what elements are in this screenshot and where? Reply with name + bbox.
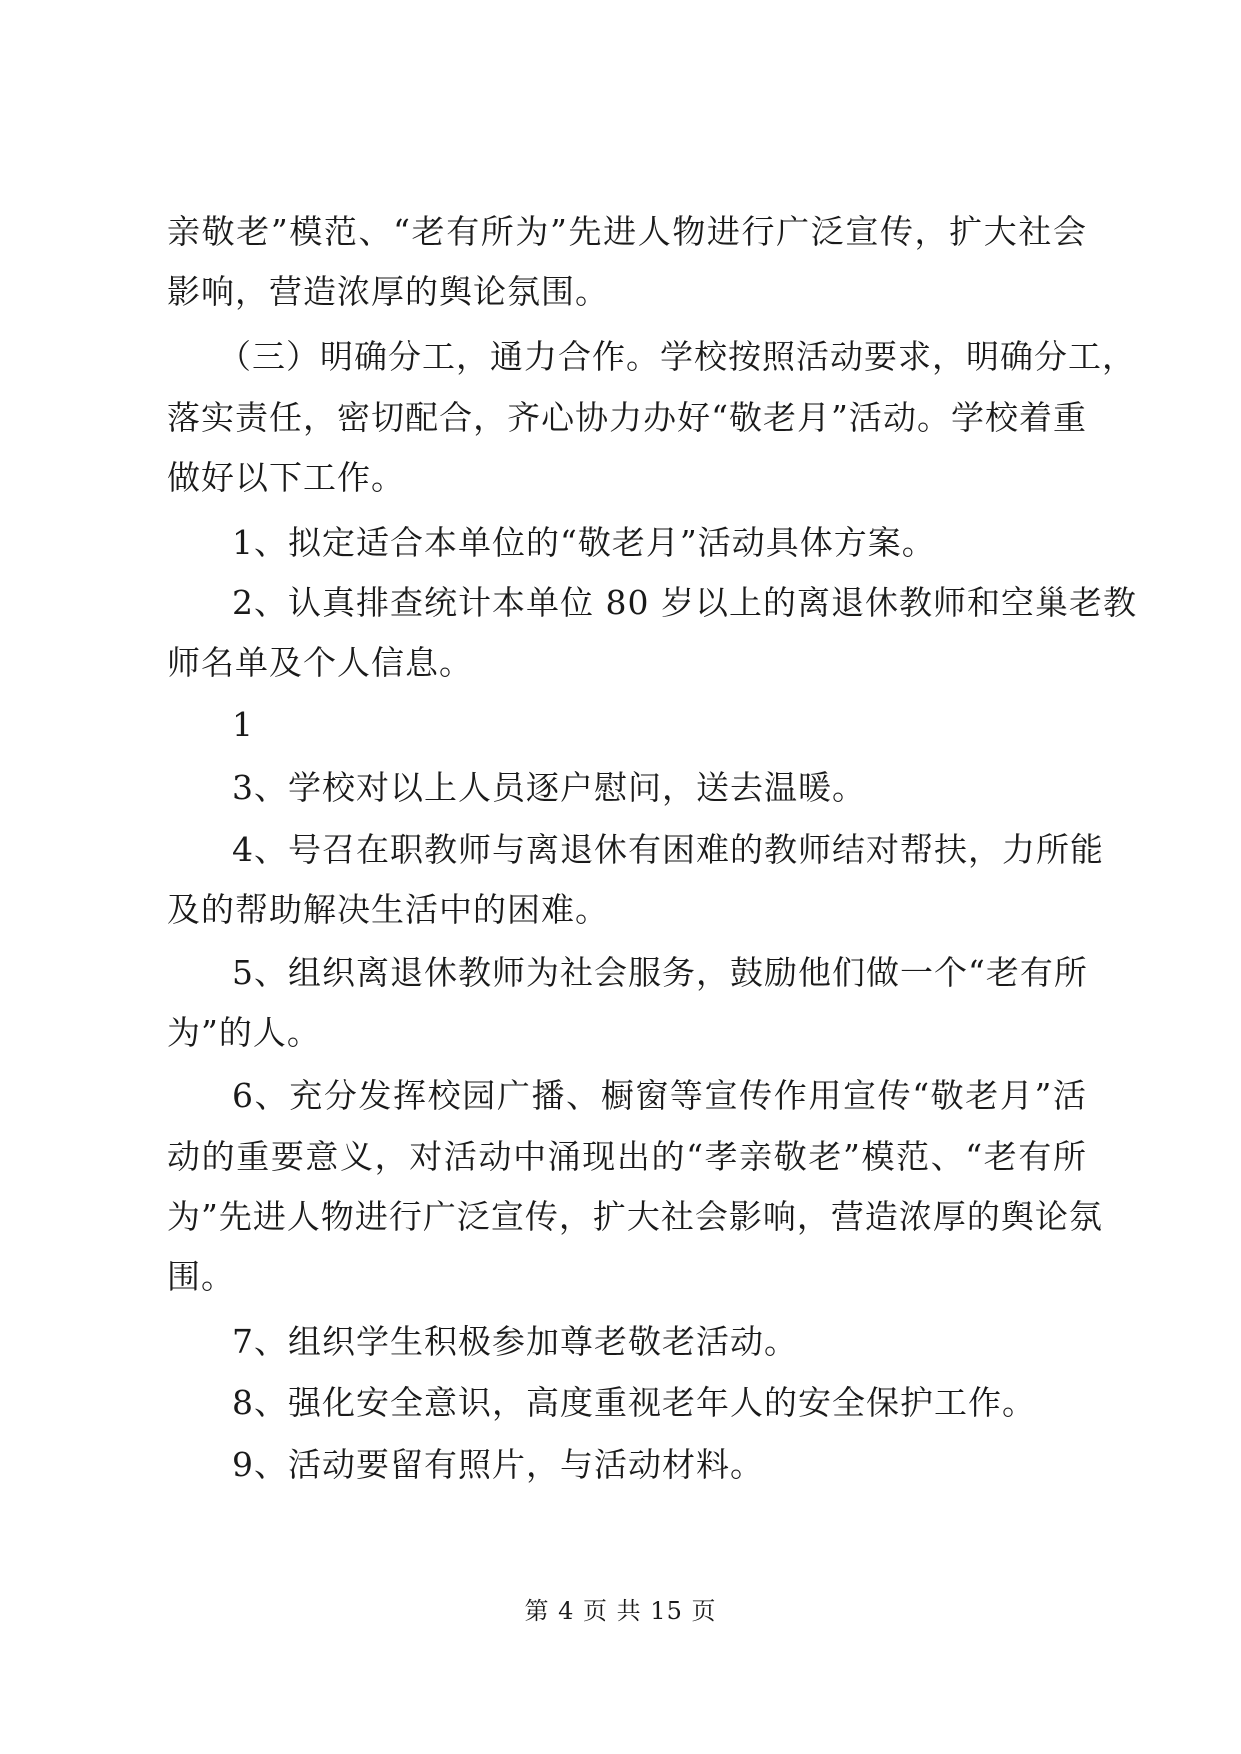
text-line: 动的重要意义，对活动中涌现出的“孝亲敬老”模范、“老有所 xyxy=(167,1137,1087,1176)
text-line: 及的帮助解决生活中的困难。 xyxy=(167,890,609,929)
text-line: 落实责任，密切配合，齐心协力办好“敬老月”活动。学校着重 xyxy=(167,398,1087,437)
text-line: 做好以下工作。 xyxy=(167,458,405,497)
text-line: 影响，营造浓厚的舆论氛围。 xyxy=(167,272,609,311)
section-heading-line: （三）明确分工，通力合作。学校按照活动要求，明确分工， xyxy=(218,337,1136,376)
list-item-2: 2、认真排查统计本单位 80 岁以上的离退休教师和空巢老教 xyxy=(232,583,1137,622)
list-item-3: 3、学校对以上人员逐户慰问，送去温暖。 xyxy=(232,768,866,807)
list-item-9: 9、活动要留有照片，与活动材料。 xyxy=(232,1445,764,1484)
list-item-5: 5、组织离退休教师为社会服务，鼓励他们做一个“老有所 xyxy=(232,953,1088,992)
text-line: 亲敬老”模范、“老有所为”先进人物进行广泛宣传，扩大社会 xyxy=(167,212,1087,251)
text-line: 为”先进人物进行广泛宣传，扩大社会影响，营造浓厚的舆论氛 xyxy=(167,1197,1103,1236)
page-number-marker: 1 xyxy=(232,705,254,744)
text-line: 围。 xyxy=(167,1257,235,1296)
list-item-4: 4、号召在职教师与离退休有困难的教师结对帮扶，力所能 xyxy=(232,830,1104,869)
text-line: 为”的人。 xyxy=(167,1013,321,1052)
list-item-6: 6、充分发挥校园广播、橱窗等宣传作用宣传“敬老月”活 xyxy=(232,1076,1087,1115)
page-footer: 第 4 页 共 15 页 xyxy=(524,1597,717,1625)
list-item-1: 1、拟定适合本单位的“敬老月”活动具体方案。 xyxy=(232,523,936,562)
text-line: 师名单及个人信息。 xyxy=(167,643,473,682)
list-item-7: 7、组织学生积极参加尊老敬老活动。 xyxy=(232,1322,798,1361)
list-item-8: 8、强化安全意识，高度重视老年人的安全保护工作。 xyxy=(232,1383,1036,1422)
